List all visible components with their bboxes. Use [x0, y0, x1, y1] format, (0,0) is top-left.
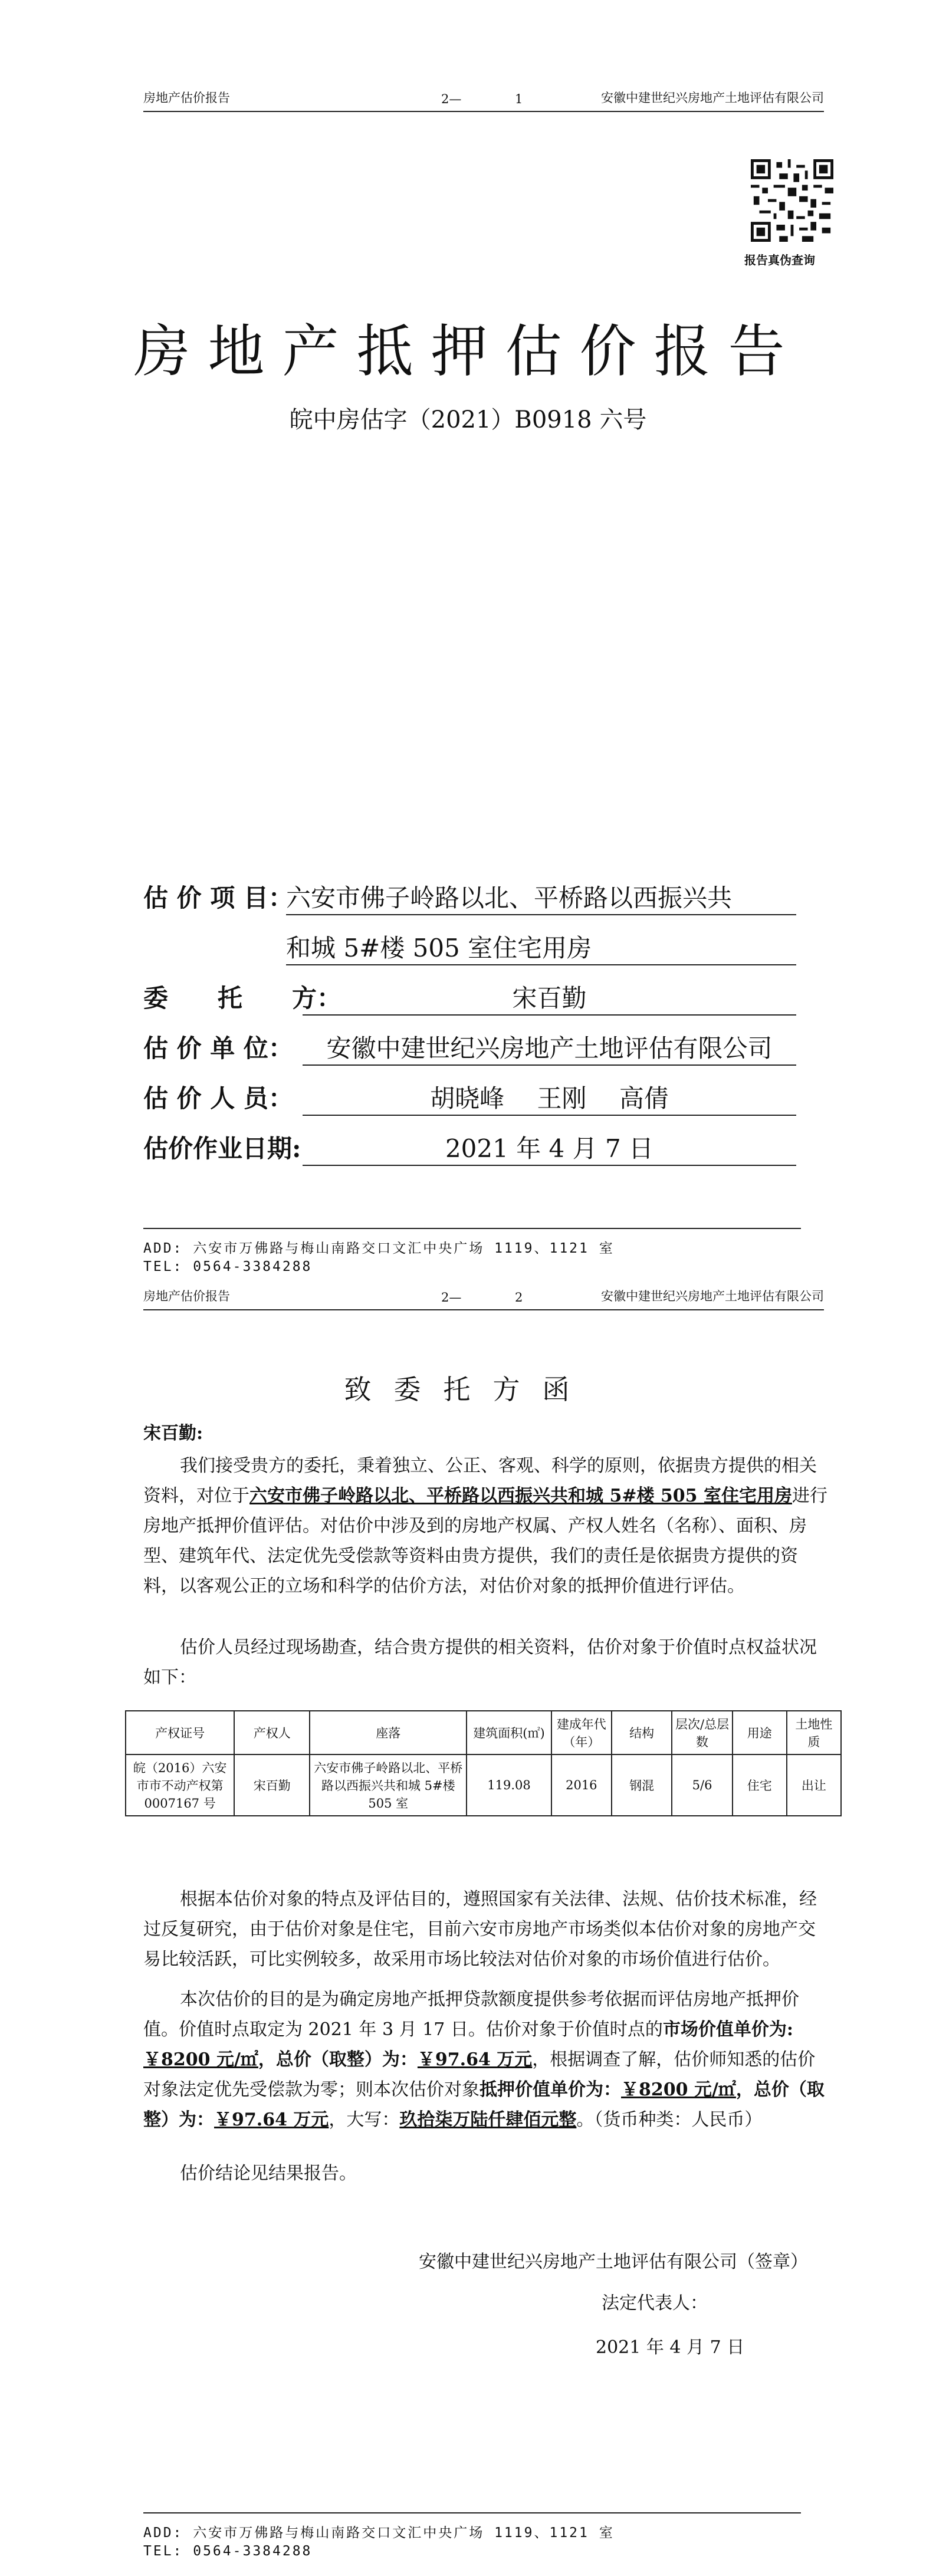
header-right: 安徽中建世纪兴房地产土地评估有限公司	[601, 1289, 824, 1303]
mortgage-unit-price: ￥8200 元/㎡	[621, 2079, 736, 2100]
market-total-label: 总价（取整）为：	[275, 2049, 418, 2070]
table-cell: 5/6	[672, 1754, 732, 1816]
table-header-row	[126, 1711, 841, 1754]
footer-divider	[143, 1228, 801, 1229]
p1-text-a: 我们接受贵方的委托，秉着独立、公正、客观、科学的原则，依据贵方提供的相关资料，对位于	[143, 1455, 817, 1506]
paragraph-4	[143, 1984, 827, 2135]
table-row	[126, 1754, 841, 1816]
date-label: 估价作业日期:	[143, 1134, 301, 1163]
header-page-num: 2—	[441, 1290, 462, 1305]
project-label: 估 价 项 目：	[143, 883, 293, 912]
table-cell: 钢混	[612, 1754, 672, 1816]
p4-text-a: 本次估价的目的是为确定房地产抵押贷款额度提供参考依据而评估房地产抵押价值。价值时点取定为 2021 年 3 月 17 日。估价对象于价值时点的	[143, 1989, 799, 2040]
qr-code-icon	[751, 159, 833, 242]
signature-date: 2021 年 4 月 7 日	[596, 2337, 745, 2358]
company-signature: 安徽中建世纪兴房地产土地评估有限公司（签章）	[419, 2252, 808, 2272]
client-row	[143, 979, 587, 1014]
salutation: 宋百勤:	[143, 1423, 203, 1444]
footer-divider	[143, 2512, 801, 2513]
paragraph-2: 估价人员经过现场勘查，结合贵方提供的相关资料，估价对象于价值时点权益状况如下：	[143, 1637, 817, 1688]
report-title: 房地产抵押估价报告	[133, 318, 803, 385]
header-page-sub: 1	[515, 92, 523, 106]
table-header-cell: 产权人	[234, 1711, 310, 1754]
page-header	[143, 1286, 824, 1310]
footer-address: ADD: 六安市万佛路与梅山南路交口文汇中央广场 1119、1121 室	[143, 2525, 615, 2541]
property-table	[125, 1710, 842, 1816]
table-cell: 119.08	[467, 1754, 551, 1816]
unit-label: 估 价 单 位：	[143, 1034, 293, 1063]
table-header-cell: 座落	[310, 1711, 467, 1754]
legal-representative: 法定代表人：	[602, 2293, 708, 2314]
header-right: 安徽中建世纪兴房地产土地评估有限公司	[601, 91, 824, 105]
market-unit-label: 市场价值单价为:	[662, 2019, 793, 2040]
table-cell: 住宅	[733, 1754, 787, 1816]
mortgage-total-label: 总价（取整）为：	[143, 2079, 825, 2130]
valuers-value: 胡晓峰 王刚 高倩	[303, 1079, 796, 1116]
table-header-cell: 产权证号	[126, 1711, 234, 1754]
project-line2: 和城 5#楼 505 室住宅用房	[286, 929, 796, 965]
header-left: 房地产估价报告	[143, 1289, 230, 1303]
p4-text-o: 。（货币种类：人民币）	[576, 2110, 763, 2130]
table-header-cell: 结构	[612, 1711, 672, 1754]
p4-comma: ，	[258, 2049, 276, 2070]
property-address: 六安市佛子岭路以北、平桥路以西振兴共和城 5#楼 505 室住宅用房	[249, 1486, 792, 1506]
market-total-price: ￥97.64 万元	[417, 2049, 533, 2070]
project-line1: 六安市佛子岭路以北、平桥路以西振兴共	[286, 879, 796, 915]
p4-text-g: ，根据调查了解，估价师知悉的估价对象法定优先受偿款为零；则本次估价对象	[143, 2049, 816, 2100]
table-header-cell: 建成年代（年）	[551, 1711, 612, 1754]
footer-tel: TEL: 0564-3384288	[143, 1259, 313, 1274]
paragraph-5: 估价结论见结果报告。	[180, 2163, 357, 2184]
unit-value: 安徽中建世纪兴房地产土地评估有限公司	[303, 1029, 796, 1066]
table-header-cell: 土地性质	[787, 1711, 841, 1754]
page-header	[143, 87, 824, 112]
footer-address: ADD: 六安市万佛路与梅山南路交口文汇中央广场 1119、1121 室	[143, 1241, 615, 1256]
qr-label: 报告真伪查询	[744, 253, 815, 267]
letter-page	[0, 1286, 936, 2576]
document-number: 皖中房估字（2021）B0918 六号	[289, 406, 647, 433]
amount-in-words: 玖拾柒万陆仟肆佰元整	[399, 2110, 577, 2130]
valuers-row	[143, 1079, 669, 1115]
mortgage-total-price: ￥97.64 万元	[214, 2110, 329, 2130]
table-cell: 宋百勤	[234, 1754, 310, 1816]
valuers-label: 估 价 人 员：	[143, 1084, 293, 1113]
market-unit-price: ￥8200 元/㎡	[143, 2049, 258, 2070]
table-cell: 出让	[787, 1754, 841, 1816]
p4-text-m: ，大写：	[329, 2110, 400, 2130]
header-page-sub: 2	[515, 1290, 523, 1305]
paragraph-1	[143, 1451, 827, 1601]
table-header-cell: 用途	[733, 1711, 787, 1754]
footer-tel: TEL: 0564-3384288	[143, 2544, 313, 2559]
table-header-cell: 建筑面积(㎡)	[467, 1711, 551, 1754]
letter-title: 致委托方函	[344, 1374, 592, 1405]
header-page-num: 2—	[441, 92, 462, 106]
unit-row	[143, 1029, 773, 1064]
table-cell: 六安市佛子岭路以北、平桥路以西振兴共和城 5#楼 505 室	[310, 1754, 467, 1816]
cover-page	[0, 0, 936, 1286]
date-row	[143, 1129, 654, 1165]
p1-text-c: 进行房地产抵押价值评估。对估价中涉及到的房地产权属、产权人姓名（名称）、面积、房型、建筑年代、法定优先受偿款等资料由贵方提供，我们的责任是依据贵方提供的资料，以客观公正的立场和科学的估价方法，对估价对象的抵押价值进行评估。	[143, 1486, 827, 1596]
table-header-cell: 层次/总层数	[672, 1711, 732, 1754]
header-left: 房地产估价报告	[143, 91, 230, 105]
table-cell: 2016	[551, 1754, 612, 1816]
client-value: 宋百勤	[303, 979, 796, 1016]
client-label: 委 托 方：	[143, 984, 342, 1013]
project-row	[143, 879, 733, 914]
table-cell: 皖（2016）六安市市不动产权第 0007167 号	[126, 1754, 234, 1816]
p4-comma-2: ，	[735, 2079, 754, 2100]
mortgage-unit-label: 抵押价值单价为：	[480, 2079, 621, 2100]
paragraph-3: 根据本估价对象的特点及评估目的，遵照国家有关法律、法规、估价技术标准，经过反复研究，由于估价对象是住宅，目前六安市房地产市场类似本估价对象的房地产交易比较活跃，可比实例较多，故采用市场比较法对估价对象的市场价值进行估价。	[143, 1889, 817, 1970]
date-value: 2021 年 4 月 7 日	[303, 1129, 796, 1166]
